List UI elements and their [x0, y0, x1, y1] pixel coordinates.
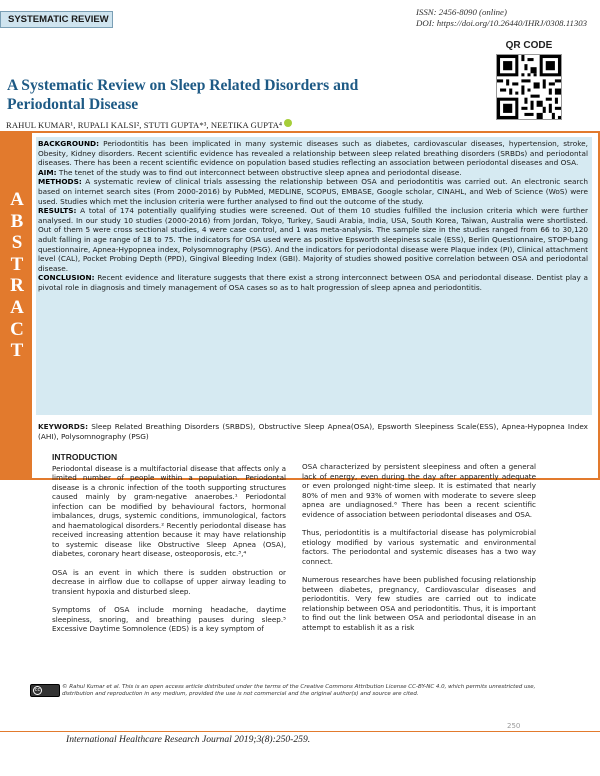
- abstract-background: [38, 139, 588, 168]
- keywords-label: KEYWORDS:: [38, 422, 89, 431]
- abstract-results: [38, 206, 588, 273]
- author-list: [6, 119, 292, 130]
- qr-label: QR CODE: [505, 40, 553, 51]
- qr-code-icon: [497, 55, 561, 119]
- abstract-box: [0, 131, 600, 480]
- abstract-letter: T: [10, 253, 24, 275]
- orcid-icon[interactable]: [284, 119, 292, 127]
- abstract-letter: A: [10, 189, 24, 210]
- article-type-badge: SYSTEMATIC REVIEW: [0, 11, 113, 28]
- article-title: A Systematic Review on Sleep Related Disorders and Periodontal Disease: [7, 77, 359, 113]
- page-number: 250: [507, 722, 521, 730]
- issn-doi-block: [416, 7, 587, 29]
- qr-code-image[interactable]: [496, 54, 562, 120]
- issn: ISSN: 2456-8090 (online): [416, 7, 507, 17]
- author-names: RAHUL KUMAR¹, RUPALI KALSI², STUTI GUPTA*³, NEETIKA GUPTA⁴: [6, 120, 283, 130]
- conclusion-label: CONCLUSION:: [38, 273, 95, 283]
- paragraph: OSA characterized by persistent sleepiness and often a general lack of energy, even during the day after apparently adequate or even prolonged night-time sleep. It is estimated that nearly 80% of men and 93% of women with moderate to severe sleep apnea are undiagnosed.⁶ There has been a recent scientific evidence of association between periodontal diseases and OSA.: [302, 462, 536, 519]
- methods-label: METHODS:: [38, 177, 82, 187]
- abstract-letter: C: [10, 318, 24, 340]
- footer-divider: [0, 731, 600, 732]
- keywords-text: Sleep Related Breathing Disorders (SRBDS), Obstructive Sleep Apnea(OSA), Epsworth Sleepiness Scale(ESS), Apnea-Hypopnea Index (AHI), Polysomnography (PSG): [38, 422, 588, 441]
- abstract-letter: A: [10, 296, 24, 318]
- cc-label: cc: [34, 687, 41, 693]
- abstract-letter: T: [10, 340, 24, 362]
- license-notice: [30, 684, 558, 702]
- results-label: RESULTS:: [38, 206, 77, 216]
- aim-text: The tenet of the study was to find out interconnect between obstructive sleep apnea and periodontal disease.: [56, 167, 462, 177]
- paragraph: OSA is an event in which there is sudden obstruction or decrease in airflow due to collapse of upper airway leading to transient hypoxia and disturbed sleep.: [52, 567, 286, 596]
- abstract-letter: B: [10, 210, 24, 232]
- doi: DOI: https://doi.org/10.26440/IHRJ/0308.11303: [416, 18, 588, 28]
- paragraph: Symptoms of OSA include morning headache, daytime sleepiness, snoring, and breathing pauses during sleep.⁵ Excessive Daytime Somnolence (EDS) is a key symptom of: [52, 605, 286, 633]
- abstract-body: [36, 137, 592, 415]
- license-text: © Rahul Kumar et al. This is an open access article distributed under the terms of the Creative Commons Attribution License CC-BY-NC 4.0, which permits unrestricted use, distribution and reproduction in any medium, provided the use is not commercial and the original author(s) and source are cited.: [62, 684, 536, 697]
- abstract-letter: R: [10, 275, 24, 297]
- body-column-left: [52, 453, 286, 643]
- background-label: BACKGROUND:: [38, 139, 100, 148]
- conclusion-text: Recent evidence and literature suggests that there exist a strong interconnect between OSA and periodontal disease. Dentist play a pivotal role in diagnosis and timely management of OSA cases so as to halt progression of sleep apnea and periodontitis.: [38, 273, 588, 292]
- abstract-sidebar: [2, 133, 32, 478]
- abstract-letter: S: [11, 232, 23, 254]
- abstract-conclusion: [38, 273, 588, 292]
- body-column-right: [302, 462, 536, 641]
- abstract-methods: [38, 177, 588, 206]
- paragraph: Thus, periodontitis is a multifactorial disease has polymicrobial etiology modified by various systematic and environmental factors. The periodontal and systemic diseases has a two way connect.: [302, 528, 536, 566]
- results-text: A total of 174 potentially qualifying studies were screened. Out of them 10 studies fulfilled the inclusion criteria which were further analysed. In our study 10 studies (2000-2016) from Jordan, Tokyo, Turkey, Saudi Arabia, India, USA, South Korea, Taiwan, Australia were shortlisted. Out of them 5 were cross sectional studies, 4 were case control, and 1 was meta-analysis. The sample size in the studies ranged from 66 to 30,120 adult falling in age range of 18 to 75. The indicators for OSA used were as positive Epsworth sleepiness scale (ESS), Berlin Questionnaire, STOP-bang questionnaire, Apnea-Hypopnea index, Polysomnography (PSG). And the indicators for periodontal disease were Plaque index (PI), Clinical attachment level (CAL), Pocket Probing Depth (PPD), Gingival Bleeding Index (GBI). Majority of studies showed positive correlation between OSA and periodontal disease.: [38, 206, 588, 273]
- creative-commons-icon[interactable]: [30, 684, 60, 697]
- background-text: Periodontitis has been implicated in many systemic diseases such as diabetes, cardiovascular diseases, hypertension, stroke, Obesity, Kidney disorders. Recent scientific evidence has revealed a relationship between sleep related breathing disorders (SRBDs) and periodontal diseases. There has been a recent scientific evidence on population based studies reflecting an association between periodontal diseases and OSA.: [38, 139, 588, 168]
- abstract-vertical-label: [2, 189, 32, 362]
- paragraph: Numerous researches have been published focusing relationship between diabetes, pregnancy, Cardiovascular diseases and periodontitis. Very few studies are carried out to indicate relationship between OSA and periodontitis. Thus, it is important to find out the link between OSA and periodontal disease in an attempt to establish it as a risk: [302, 575, 536, 632]
- journal-citation: International Healthcare Research Journal 2019;3(8):250-259.: [66, 734, 311, 745]
- paragraph: Periodontal disease is a multifactorial disease that affects only a limited number of people within a population. Periodontal disease is a chronic infection of the tooth supporting structures caused mainly by gram-negative anaerobes.¹ Periodontal infection can be modified by behavioural factors, hormonal imbalances, drugs, systemic conditions, immunological, factors and haematological disorders.² Recently periodontal disease has received increasing attention because it may have relationship to systemic disease like Obstructive Sleep Apnea (OSA), diabetes, coronary heart disease, osteoporosis, etc.³,⁴: [52, 463, 286, 558]
- methods-text: A systematic review of clinical trials assessing the relationship between OSA and periodontitis was carried out. An electronic search based on internet search sites (From 2000-2016) by PubMed, MEDLINE, SCOPUS, EMBASE, Google scholar, CINAHL, and Web of Science (WoS) were used. Studies which met the inclusion criteria were further analysed to find out the outcome of the study.: [38, 177, 588, 206]
- aim-label: AIM:: [38, 167, 57, 177]
- abstract-aim: [38, 168, 588, 178]
- qr-code-block: [492, 40, 566, 120]
- section-heading-introduction: INTRODUCTION: [52, 452, 118, 462]
